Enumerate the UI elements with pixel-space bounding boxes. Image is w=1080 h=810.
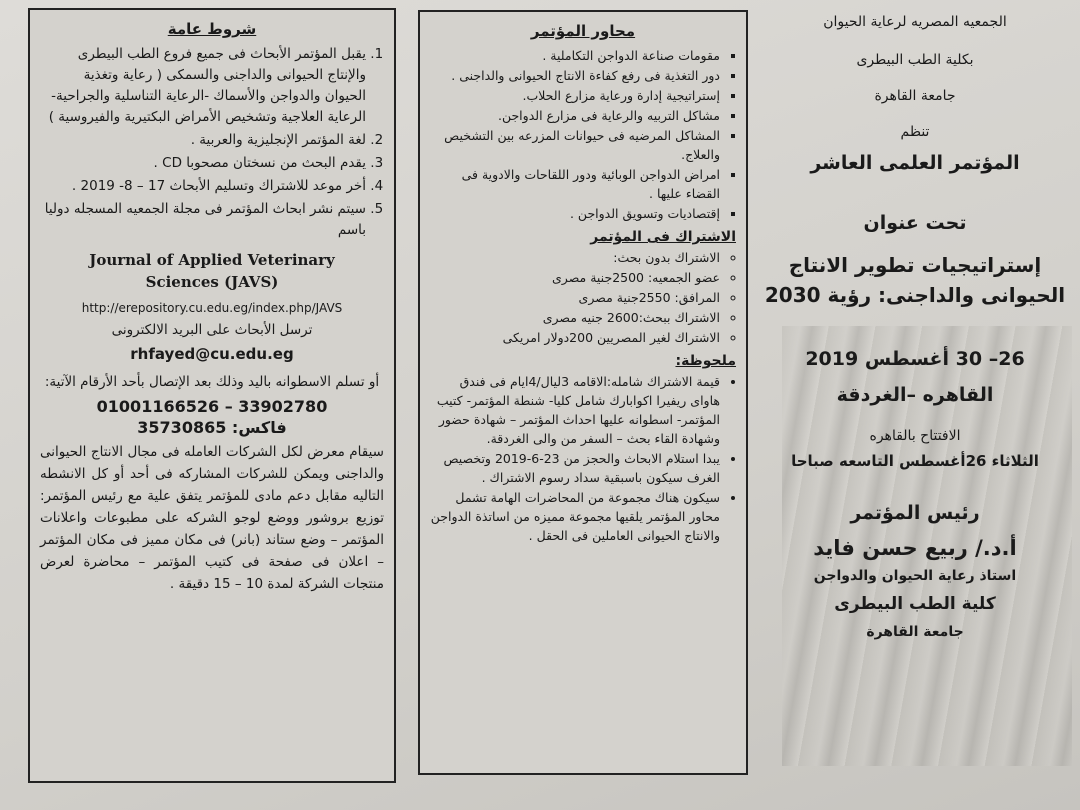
conditions-list bbox=[40, 44, 384, 241]
journal-name-line2: Sciences (JAVS) bbox=[145, 273, 279, 291]
conference-axes-title: محاور المؤتمر bbox=[530, 22, 636, 40]
axis-item: ▪ امراض الدواجن الوبائية ودور اللقاحات والادوية فى القضاء عليها . bbox=[430, 165, 720, 203]
fees-title: الاشتراك فى المؤتمر bbox=[590, 229, 736, 245]
chair-title: رئيس المؤتمر bbox=[850, 502, 980, 524]
conference-dates: 26– 30 أغسطس 2019 bbox=[805, 348, 1025, 370]
axis-item: ▪ مقومات صناعة الدواجن التكاملية . bbox=[430, 46, 720, 65]
fees-list bbox=[430, 248, 736, 347]
phone-numbers: 01001166526 – 33902780 bbox=[96, 397, 328, 416]
condition-item: 5. سيتم نشر ابحاث المؤتمر فى مجلة الجمعيه المسجله دوليا باسم bbox=[40, 199, 366, 241]
axis-item: ▪ المشاكل المرضيه فى حيوانات المزرعه بين التشخيص والعلاج. bbox=[430, 126, 720, 164]
university-name: جامعة القاهرة bbox=[874, 88, 956, 104]
faculty-name: بكلية الطب البيطرى bbox=[856, 52, 974, 68]
chair-university: جامعة القاهرة bbox=[866, 624, 964, 640]
general-conditions-panel bbox=[28, 8, 396, 783]
note-item: • يبدا استلام الابحاث والحجز من 23-6-2019 وتخصيص الغرف سيكون باسبقية سداد رسوم الاشتراك . bbox=[430, 449, 720, 487]
journal-name bbox=[40, 249, 384, 293]
general-conditions-title: شروط عامة bbox=[167, 20, 257, 38]
axis-item: ▪ مشاكل التربيه والرعاية فى مزارع الدواجن. bbox=[430, 106, 720, 125]
opening-date: الثلاثاء 26أغسطس التاسعه صباحا bbox=[791, 452, 1039, 470]
condition-item: 1. يقبل المؤتمر الأبحاث فى جميع فروع الطب البيطرى والإنتاج الحيوانى والداجنى والسمكى ( رعاية وتغذية الحيوان والدواجن والأسماك -الرعاية التناسلية والجراحية- الرعاية العلاجية وتشخيص الأمراض البكتيرية والفيروسية ) bbox=[40, 44, 366, 128]
notes-title: ملحوظة: bbox=[675, 353, 736, 369]
fee-item: ◦ الاشتراك لغير المصريين 200دولار امريكى bbox=[430, 328, 720, 347]
condition-item: 3. يقدم البحث من نسختان مصحوبا CD . bbox=[40, 153, 366, 174]
fax-number: فاكس: 35730865 bbox=[137, 418, 287, 437]
conference-axes-panel bbox=[418, 10, 748, 775]
under-title-label: تحت عنوان bbox=[863, 212, 967, 234]
axes-list bbox=[430, 46, 736, 223]
chair-faculty: كلية الطب البيطرى bbox=[834, 594, 996, 614]
opening-label: الافتتاح بالقاهره bbox=[869, 428, 961, 444]
fee-item: ◦ المرافق: 2550جنية مصرى bbox=[430, 288, 720, 307]
fee-item: ◦ عضو الجمعيه: 2500جنية مصرى bbox=[430, 268, 720, 287]
chair-name: أ.د./ ربيع حسن فايد bbox=[813, 536, 1017, 560]
disk-note: أو تسلم الاسطوانه باليد وذلك بعد الإتصال بأحد الأرقام الآتية: bbox=[44, 374, 380, 390]
conference-name: المؤتمر العلمى العاشر bbox=[810, 152, 1020, 174]
cover-panel bbox=[760, 8, 1070, 798]
fee-item: ◦ الاشتراك ببحث:2600 جنيه مصرى bbox=[430, 308, 720, 327]
fee-item: ◦ الاشتراك بدون بحث: bbox=[430, 248, 720, 267]
organizes-label: تنظم bbox=[900, 124, 930, 140]
organization-name: الجمعيه المصريه لرعاية الحيوان bbox=[823, 14, 1007, 30]
note-item: • قيمة الاشتراك شامله:الاقامه 3ليال/4ايام فى فندق هاواى ريفيرا اكوابارك شامل كليا- شنطة المؤتمر- كتيب المؤتمر- اسطوانه عليها احداث المؤتمر – شهادة حضور وشهادة القاء بحث – السفر من والى الغردقة. bbox=[430, 372, 720, 448]
conference-location: القاهره –الغردقة bbox=[836, 384, 994, 406]
axis-item: ▪ إقتصاديات وتسويق الدواجن . bbox=[430, 204, 720, 223]
journal-name-line1: Journal of Applied Veterinary bbox=[89, 251, 335, 269]
chair-role: استاذ رعاية الحيوان والدواجن bbox=[813, 568, 1017, 584]
journal-url: http://erepository.cu.edu.eg/index.php/JAVS bbox=[81, 301, 343, 315]
axis-item: ▪ إستراتيجية إدارة ورعاية مزارع الحلاب. bbox=[430, 86, 720, 105]
email-intro: ترسل الأبحاث على البريد الالكترونى bbox=[111, 322, 313, 338]
note-item: • سيكون هناك مجموعة من المحاضرات الهامة تشمل محاور المؤتمر يلقيها مجموعة مميزه من اساتذة الدواجن والانتاج الحيوانى العاملين فى الحقل . bbox=[430, 488, 720, 545]
notes-list bbox=[430, 372, 736, 545]
exhibition-text: سيقام معرض لكل الشركات العامله فى مجال الانتاج الحيوانى والداجنى ويمكن للشركات المشاركه فى أحد أو كل الانشطه التاليه مقابل دعم مادى للمؤتمر يتفق علية مع رئيس المؤتمر: توزيع بروشور ووضع لوجو الشركه على مطبوعات واعلانات المؤتمر – وضع ستاند (بانر) فى مكان مميز فى مكان المؤتمر – اعلان فى صفحة فى كتيب المؤتمر – محاضرة لعرض منتجات الشركة لمدة 10 – 15 دقيقة . bbox=[40, 444, 384, 592]
axis-item: ▪ دور التغذية فى رفع كفاءة الانتاج الحيوانى والداجنى . bbox=[430, 66, 720, 85]
condition-item: 2. لغة المؤتمر الإنجليزية والعربية . bbox=[40, 130, 366, 151]
conference-theme-line1: إستراتيجيات تطوير الانتاج bbox=[788, 253, 1042, 277]
conference-theme-line2: الحيوانى والداجنى: رؤية 2030 bbox=[764, 283, 1066, 307]
condition-item: 4. أخر موعد للاشتراك وتسليم الأبحاث 17 – 8- 2019 . bbox=[40, 176, 366, 197]
contact-email: rhfayed@cu.edu.eg bbox=[130, 345, 294, 363]
